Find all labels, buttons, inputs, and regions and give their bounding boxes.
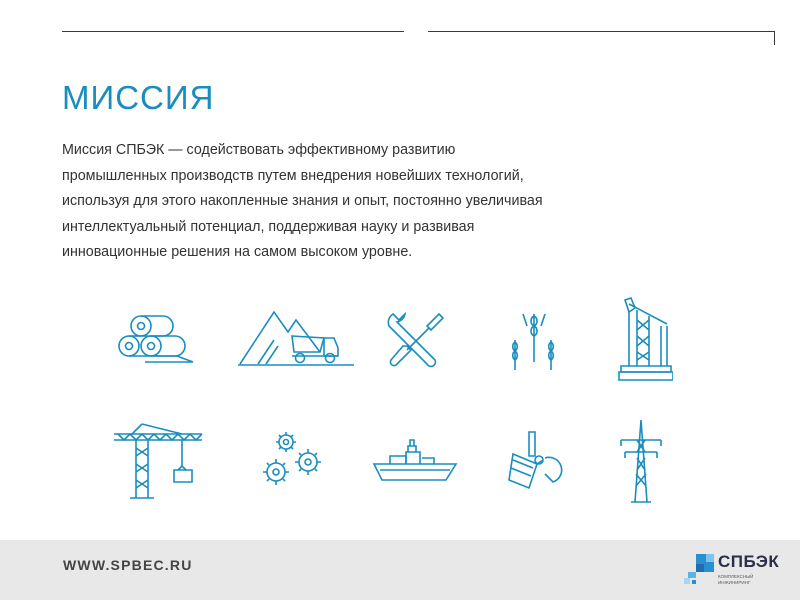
mission-line: инновационные решения на самом высоком уровне. xyxy=(62,244,413,260)
paper-rolls-icon xyxy=(115,308,197,368)
power-pylon-icon xyxy=(617,418,665,504)
website-link[interactable]: WWW.SPBEC.RU xyxy=(63,557,193,573)
mountain-dump-truck-icon xyxy=(238,308,354,370)
mission-line: промышленных производств путем внедрения новейших технологий, xyxy=(62,167,524,184)
top-rule-right xyxy=(428,31,775,32)
top-rule-left xyxy=(62,31,404,32)
oil-pump-icon xyxy=(615,296,673,382)
cargo-ship-icon xyxy=(372,438,458,484)
brand-name: СПБЭК xyxy=(718,552,780,571)
excavator-bucket-icon xyxy=(505,430,565,492)
footer-bar xyxy=(0,540,800,600)
page-title: МИССИЯ xyxy=(62,79,215,116)
brand-mark-icon xyxy=(684,552,716,586)
tower-crane-icon xyxy=(112,420,204,502)
mission-line: интеллектуальный потенциал, поддерживая науку и развивая xyxy=(62,218,475,235)
gears-icon xyxy=(260,428,326,492)
mission-line: используя для этого накопленные знания и опыт, постоянно увеличивая xyxy=(62,193,543,209)
wheat-icon xyxy=(505,308,563,374)
wrench-screwdriver-icon xyxy=(385,310,445,370)
brand-logo xyxy=(684,552,784,592)
brand-subtitle: КОМПЛЕКСНЫЙ ИНЖИНИРИНГ xyxy=(718,574,754,585)
top-rule-tick xyxy=(774,31,775,45)
mission-line: Миссия СПБЭК — содействовать эффективному развитию xyxy=(62,142,456,158)
mission-paragraph xyxy=(62,138,662,266)
